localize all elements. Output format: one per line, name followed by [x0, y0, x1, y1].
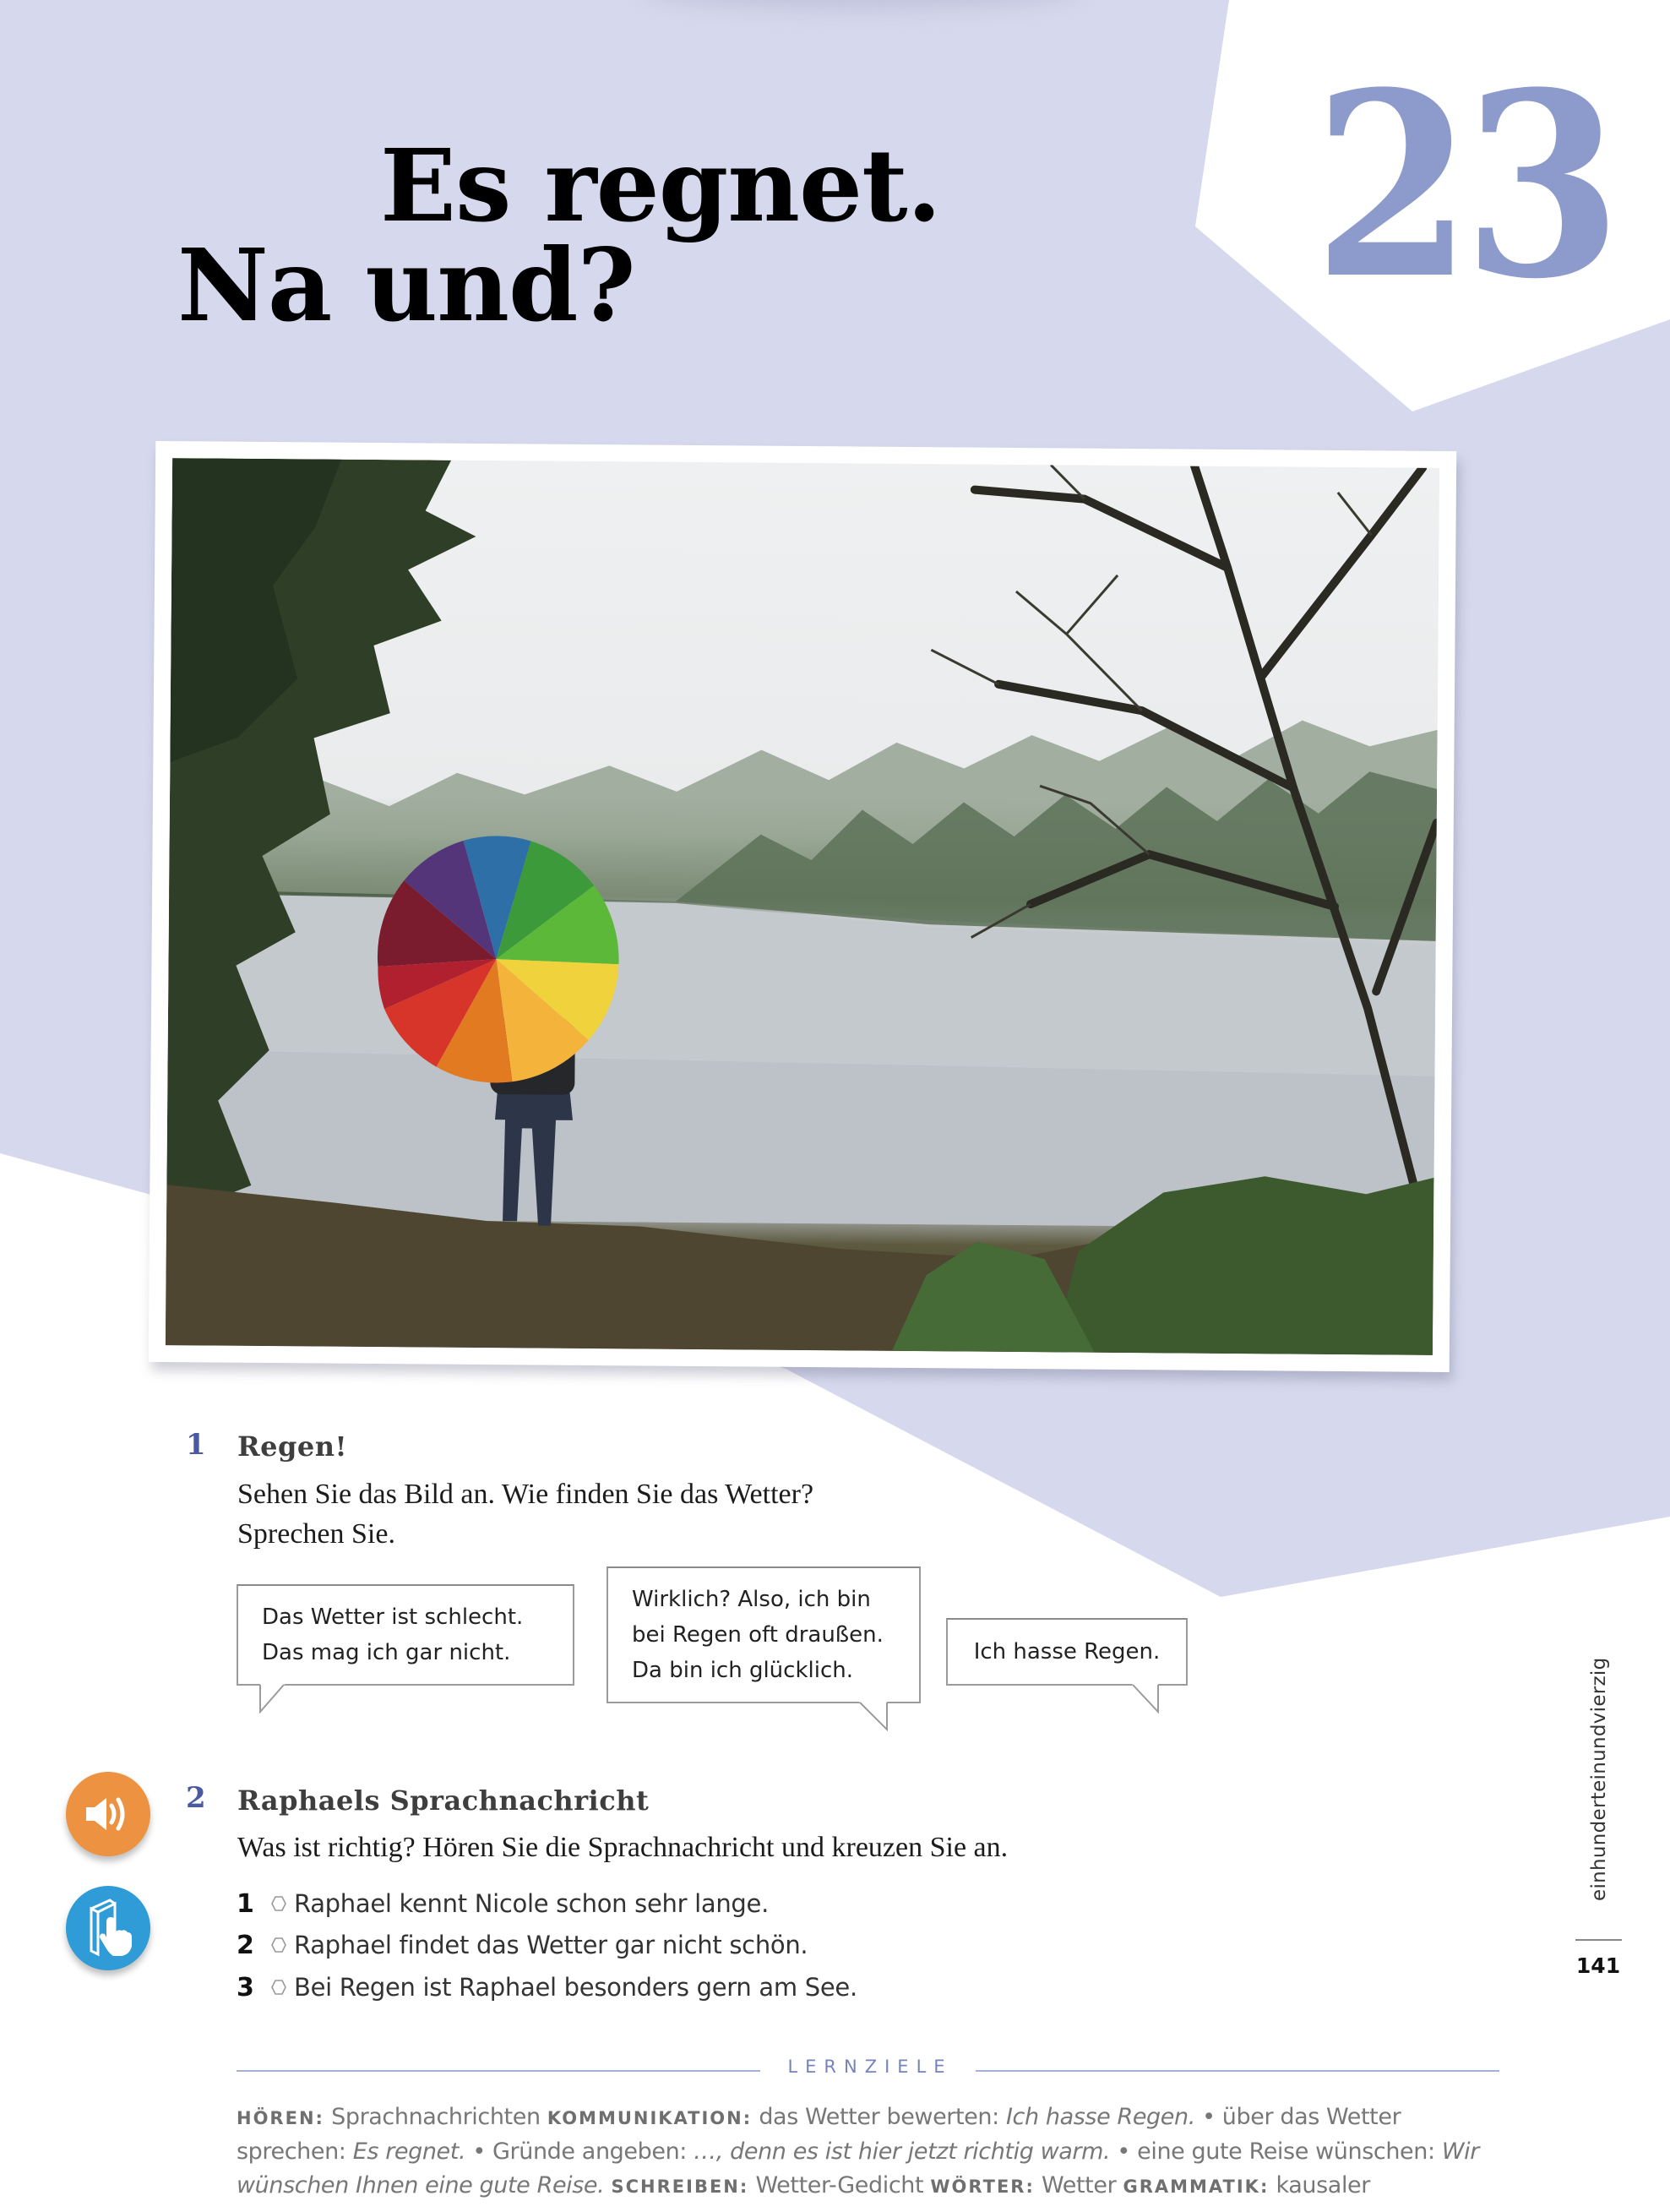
kommunikation-text: das Wetter bewerten:	[752, 2104, 1006, 2130]
answer-checkbox-2[interactable]	[270, 1937, 287, 1953]
hoeren-label: HÖREN:	[237, 2108, 324, 2128]
answer-checkbox-1[interactable]	[270, 1895, 287, 1912]
answer-item-3	[237, 1970, 857, 2004]
photo-illustration	[166, 458, 1439, 1355]
exercise-1-instruction-line-2: Sprechen Sie.	[237, 1518, 395, 1550]
audio-play-button[interactable]	[66, 1772, 150, 1856]
page-number-divider	[1575, 1939, 1622, 1941]
item-text: Bei Regen ist Raphael besonders gern am See.	[294, 1973, 857, 2002]
exercise-1-instruction-line-1: Sehen Sie das Bild an. Wie finden Sie das Wetter?	[237, 1479, 814, 1510]
chapter-number: 23	[1314, 36, 1613, 335]
lake-umbrella-photo	[166, 458, 1439, 1355]
example-text: Ich hasse Regen.	[1005, 2104, 1195, 2130]
lernziele-rule-left	[237, 2070, 760, 2072]
example-text: …, denn es ist hier jetzt richtig warm.	[694, 2138, 1111, 2165]
kommunikation-text: • über das Wetter sprechen:	[237, 2104, 1401, 2165]
exercise-2-instruction: Was ist richtig? Hören Sie die Sprachnachricht und kreuzen Sie an.	[237, 1832, 1009, 1863]
lernziele-rule-right	[976, 2070, 1499, 2072]
speaker-icon	[83, 1793, 133, 1835]
answer-checkbox-3[interactable]	[270, 1979, 287, 1996]
example-text: Es regnet.	[352, 2138, 466, 2165]
answer-item-2	[237, 1928, 808, 1962]
grammatik-text: kausaler	[1269, 2172, 1370, 2198]
item-number: 1	[237, 1888, 254, 1919]
page-number-words: einhunderteinundvierzig	[1588, 1657, 1610, 1901]
speech-bubble-text: Das mag ich gar nicht.	[262, 1640, 511, 1665]
speech-bubble-1	[237, 1584, 574, 1686]
hoeren-text: Sprachnachrichten	[324, 2104, 547, 2130]
schreiben-text: Wetter-Gedicht	[748, 2172, 931, 2198]
speech-bubble-text: Wirklich? Also, ich bin	[632, 1587, 871, 1612]
speech-bubble-3-tail	[1128, 1683, 1170, 1713]
example-text: Wir wünschen Ihnen eine gute Reise.	[237, 2138, 1479, 2198]
speech-bubble-text: Ich hasse Regen.	[973, 1639, 1161, 1664]
lernziele-text	[237, 2100, 1487, 2204]
interactive-exercise-button[interactable]	[66, 1886, 150, 1970]
title-line-1: Es regnet.	[380, 127, 941, 244]
answer-item-1	[237, 1887, 769, 1921]
speech-bubble-text: Das Wetter ist schlecht.	[262, 1605, 524, 1630]
lernziele-heading: LERNZIELE	[787, 2057, 953, 2077]
schreiben-label: SCHREIBEN:	[611, 2177, 749, 2197]
grammatik-label: GRAMMATIK:	[1123, 2177, 1270, 2197]
title-line-2: Na und?	[177, 226, 635, 344]
kommunikation-text: • Gründe angeben:	[465, 2138, 694, 2165]
speech-bubble-3	[946, 1618, 1188, 1686]
item-text: Raphael findet das Wetter gar nicht schön.	[294, 1931, 808, 1959]
woerter-text: Wetter	[1034, 2172, 1123, 2198]
exercise-1-instruction	[237, 1474, 813, 1554]
exercise-2-number: 2	[186, 1781, 206, 1815]
speech-bubble-text: Da bin ich glücklich.	[632, 1658, 853, 1683]
photo-frame	[149, 441, 1457, 1372]
speech-bubble-1-tail	[253, 1683, 296, 1713]
speech-bubble-2	[607, 1566, 921, 1703]
item-number: 3	[237, 1972, 254, 2002]
exercise-1-title: Regen!	[237, 1430, 347, 1463]
item-number: 2	[237, 1930, 254, 1960]
speech-bubble-2-tail	[853, 1701, 895, 1731]
page-number: 141	[1575, 1953, 1621, 1978]
kommunikation-label: KOMMUNIKATION:	[547, 2108, 753, 2128]
exercise-1-number: 1	[186, 1428, 206, 1462]
book-touch-icon	[81, 1899, 135, 1958]
speech-bubble-text: bei Regen oft draußen.	[632, 1622, 884, 1648]
item-text: Raphael kennt Nicole schon sehr lange.	[294, 1889, 769, 1918]
woerter-label: WÖRTER:	[930, 2177, 1035, 2197]
kommunikation-text: • eine gute Reise wünschen:	[1110, 2138, 1442, 2165]
exercise-2-title: Raphaels Sprachnachricht	[237, 1784, 650, 1817]
